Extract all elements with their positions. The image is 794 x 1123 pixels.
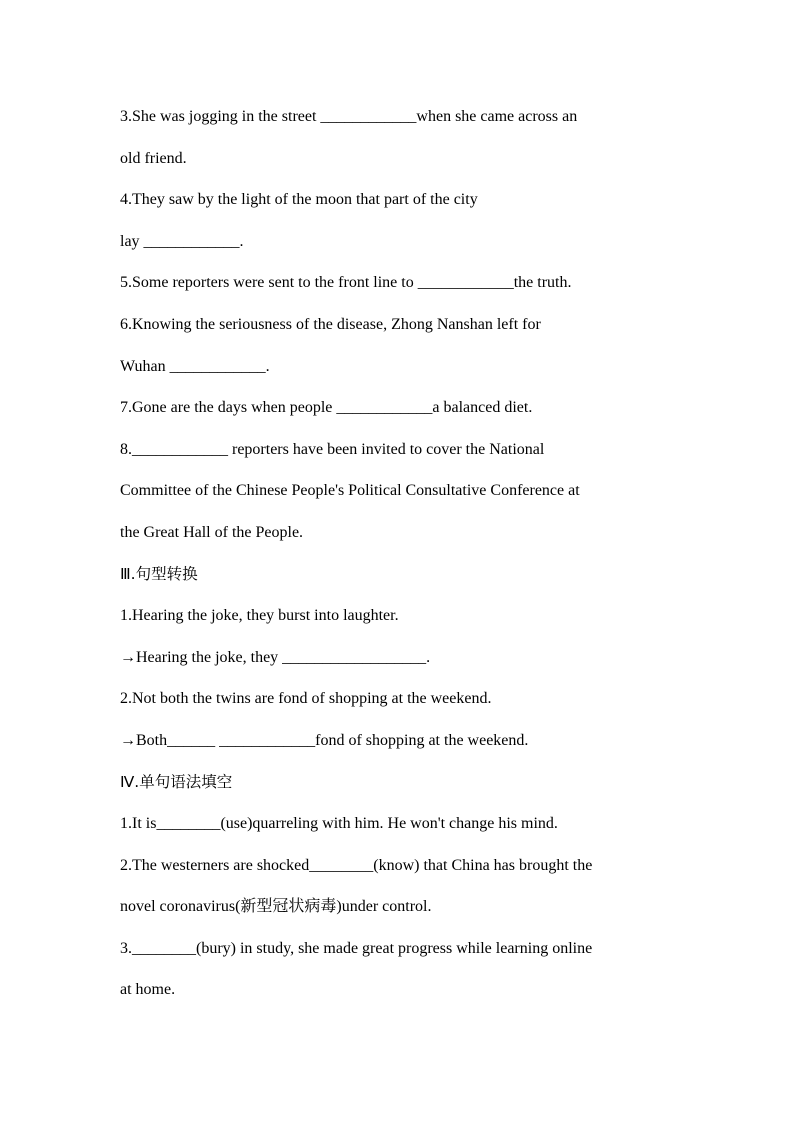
- text-line: →Both______ ____________fond of shopping at the weekend.: [120, 731, 529, 749]
- text-line: 7.Gone are the days when people ____________a balanced diet.: [120, 399, 533, 417]
- text-line: Wuhan ____________.: [120, 357, 270, 375]
- text-line: 5.Some reporters were sent to the front line to ____________the truth.: [120, 274, 572, 292]
- text-line: 3.She was jogging in the street ____________when she came across an: [120, 108, 578, 125]
- text-line: 2.Not both the twins are fond of shopping at the weekend.: [120, 690, 492, 708]
- text-line: 3.________(bury) in study, she made great progress while learning online: [120, 939, 593, 957]
- text-line: 6.Knowing the seriousness of the disease, Zhong Nanshan left for: [120, 315, 541, 333]
- text-line: 2.The westerners are shocked________(know) that China has brought the: [120, 856, 593, 874]
- text-line: 4.They saw by the light of the moon that part of the city: [120, 191, 478, 209]
- text-line: at home.: [120, 981, 176, 999]
- text-line: novel coronavirus(新型冠状病毒)under control.: [120, 898, 432, 916]
- text-line: Committee of the Chinese People's Political Consultative Conference at: [120, 482, 580, 500]
- text-line: 1.It is________(use)quarreling with him. He won't change his mind.: [120, 815, 558, 833]
- text-line: old friend.: [120, 149, 187, 167]
- text-line: 8.____________ reporters have been invited to cover the National: [120, 440, 545, 458]
- text-line: the Great Hall of the People.: [120, 523, 304, 541]
- text-line: 1.Hearing the joke, they burst into laughter.: [120, 607, 399, 625]
- text-line: lay ____________.: [120, 232, 244, 250]
- section-heading: Ⅳ.单句语法填空: [120, 772, 233, 791]
- exercise-text: [120, 96, 680, 1011]
- text-line: →Hearing the joke, they __________________.: [120, 648, 431, 666]
- section-heading: Ⅲ.句型转换: [120, 564, 198, 583]
